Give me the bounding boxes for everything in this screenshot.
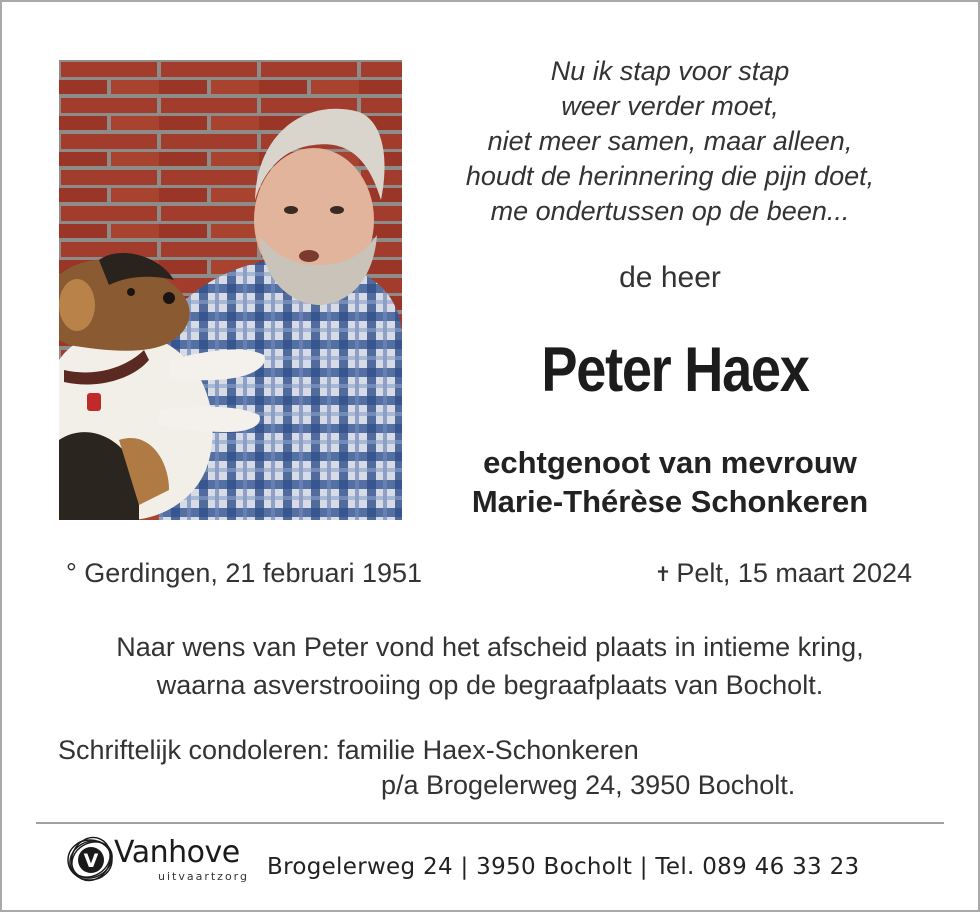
spouse-info	[420, 443, 920, 521]
portrait-photo	[59, 60, 402, 520]
poem	[420, 54, 920, 229]
condolence-line-2: p/a Brogelerweg 24, 3950 Bocholt.	[381, 770, 796, 800]
spouse-line-2: Marie-Thérèse Schonkeren	[471, 484, 869, 519]
death-info	[655, 558, 912, 589]
poem-line: houdt de herinnering die pijn doet,	[465, 161, 875, 191]
logo-letter: V	[83, 850, 99, 872]
poem-line: Nu ik stap voor stap	[550, 56, 790, 86]
spouse-line-1: echtgenoot van mevrouw	[483, 445, 857, 480]
farewell-message	[40, 628, 940, 704]
message-line: waarna asverstrooiing op de begraafplaats van Bocholt.	[156, 670, 824, 700]
funeral-home-name: Vanhove	[114, 835, 240, 870]
message-line: Naar wens van Peter vond het afscheid plaats in intieme kring,	[116, 632, 864, 662]
condolence-line-1: Schriftelijk condoleren: familie Haex-Schonkeren	[58, 735, 639, 765]
portrait-photo-icon	[59, 60, 402, 520]
title-prefix: de heer	[619, 261, 721, 294]
birth-info: ° Gerdingen, 21 februari 1951	[66, 558, 423, 588]
poem-line: weer verder moet,	[561, 91, 779, 121]
funeral-home-address: Brogelerweg 24 | 3950 Bocholt | Tel. 089 46 33 23	[267, 854, 860, 880]
funeral-home-logo	[64, 832, 254, 888]
deceased-name: Peter Haex	[541, 335, 809, 405]
vanhove-logo-icon	[64, 832, 118, 886]
cross-icon: ✝	[654, 564, 672, 586]
divider	[36, 822, 944, 824]
poem-line: me ondertussen op de been...	[490, 196, 850, 226]
death-text: Pelt, 15 maart 2024	[676, 558, 912, 588]
funeral-home-subtitle: uitvaartzorg	[158, 870, 249, 883]
poem-line: niet meer samen, maar alleen,	[487, 126, 853, 156]
